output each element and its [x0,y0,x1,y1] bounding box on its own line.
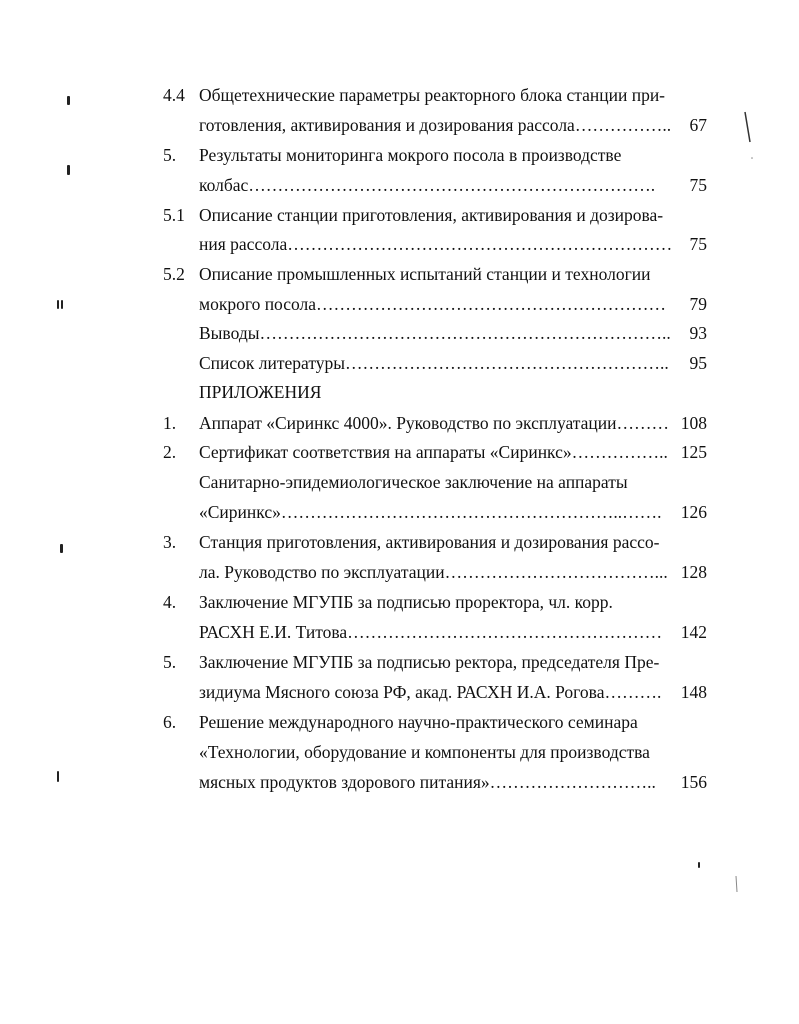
toc-page: 79 [689,294,707,314]
toc-line [0,557,799,587]
toc-title: Общетехнические параметры реакторного блока станции при- [199,85,666,105]
toc-line [0,408,799,438]
toc-title: колбас……………………………………………………………. [199,175,656,195]
toc-line [0,170,799,200]
toc-title: Сертификат соответствия на аппараты «Сиринкс»…………….. [199,442,668,462]
toc-title: Санитарно-эпидемиологическое заключение на аппараты [199,472,628,492]
scan-line-mark [736,876,737,892]
toc-title: Список литературы……………………………………………….. [199,353,669,373]
toc-line [0,229,799,259]
toc-title: Выводы…………………………………………………………….. [199,323,671,343]
toc-line [0,80,799,110]
toc-line [0,497,799,527]
toc-line [0,467,799,497]
toc-number: 5.1 [163,205,185,225]
toc-title: Решение международного научно-практического семинара [199,712,638,732]
toc-title: зидиума Мясного союза РФ, акад. РАСХН И.А. Рогова………. [199,682,662,702]
toc-number: 3. [163,532,177,552]
toc-line [0,737,799,767]
toc-line [0,318,799,348]
toc-title: «Технологии, оборудование и компоненты для производства [199,742,650,762]
toc-number: 4.4 [163,85,185,105]
toc-page: 128 [680,562,707,582]
toc-page: 75 [689,234,707,254]
toc-line [0,259,799,289]
toc-page: 126 [680,502,707,522]
toc-line [0,200,799,230]
toc-number: 1. [163,413,177,433]
toc-title: Станция приготовления, активирования и дозирования рассо- [199,532,660,552]
toc-number: 2. [163,442,177,462]
toc-page: 125 [680,442,707,462]
toc-page: 142 [680,622,707,642]
toc-title: Описание промышленных испытаний станции и технологии [199,264,651,284]
toc-title: ния рассола………………………………………………………… [199,234,673,254]
toc-line [0,377,799,407]
scan-speck [698,862,700,868]
toc-title: Описание станции приготовления, активирования и дозирова- [199,205,664,225]
toc-title: Аппарат «Сиринкс 4000». Руководство по эксплуатации……… [199,413,670,433]
toc-number: 5.2 [163,264,185,284]
toc-title: Заключение МГУПБ за подписью ректора, председателя Пре- [199,652,660,672]
toc-number: 6. [163,712,177,732]
toc-page: 156 [680,772,707,792]
toc-line [0,289,799,319]
toc-line [0,617,799,647]
toc-page: 75 [689,175,707,195]
toc-line [0,647,799,677]
toc-section-heading: ПРИЛОЖЕНИЯ [199,382,322,402]
toc-title: «Сиринкс»…………………………………………………..……. [199,502,662,522]
toc-line [0,527,799,557]
toc-line [0,677,799,707]
toc-page: 93 [689,323,707,343]
toc-number: 5. [163,652,177,672]
toc-line [0,140,799,170]
toc-title: РАСХН Е.И. Титова……………………………………………… [199,622,663,642]
toc-line [0,110,799,140]
toc-page: 95 [689,353,707,373]
toc-page: 67 [689,115,707,135]
toc-line [0,437,799,467]
toc-title: мясных продуктов здорового питания»……………………….. [199,772,656,792]
toc-page: 148 [680,682,707,702]
toc-line [0,348,799,378]
toc-line [0,587,799,617]
toc-line [0,707,799,737]
toc-title: ла. Руководство по эксплуатации………………………………... [199,562,668,582]
toc-title: мокрого посола…………………………………………………… [199,294,667,314]
toc-title: Заключение МГУПБ за подписью проректора, чл. корр. [199,592,613,612]
toc-title: Результаты мониторинга мокрого посола в производстве [199,145,622,165]
toc-number: 4. [163,592,177,612]
toc-line [0,767,799,797]
toc-title: готовления, активирования и дозирования рассола…………….. [199,115,672,135]
toc-page: 108 [680,413,707,433]
toc-number: 5. [163,145,177,165]
